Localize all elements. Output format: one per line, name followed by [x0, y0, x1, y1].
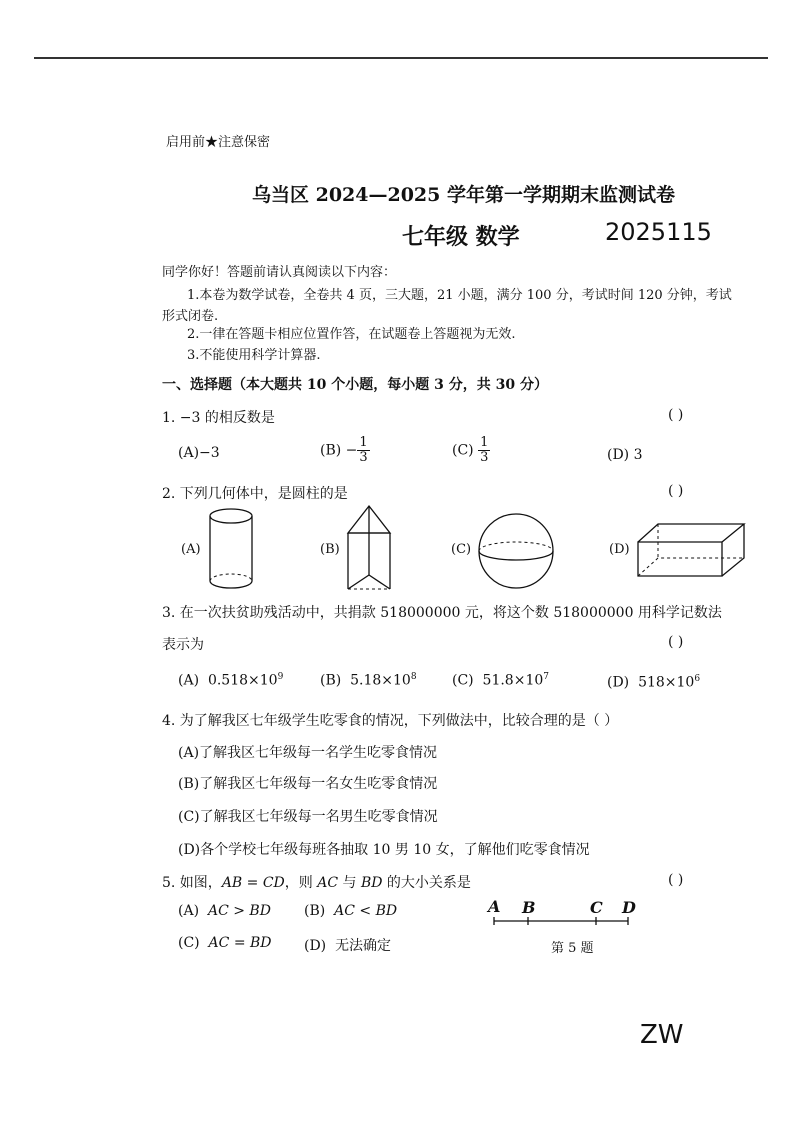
- q1-option-d: [607, 447, 643, 463]
- sphere-icon: [474, 514, 560, 590]
- q1-option-b: [320, 436, 370, 465]
- q3-stem: 3. 在一次扶贫助残活动中，共捐款 518000000 元，将这个数 518000000 用科学记数法: [162, 605, 722, 621]
- q3-option-c: [452, 672, 549, 689]
- q5-point-d: D: [622, 898, 636, 917]
- q5-c-label: (C): [178, 935, 200, 951]
- exam-title: 乌当区 2024—2025 学年第一学期期末监测试卷: [252, 184, 675, 206]
- q3-option-a: [178, 672, 283, 689]
- q3-b-label: (B): [320, 672, 342, 689]
- q1-c-fraction: [478, 436, 490, 465]
- q2-a-label: (A): [181, 542, 201, 557]
- handwritten-code: 2025115: [605, 218, 712, 246]
- q1-c-numerator: 1: [480, 435, 489, 450]
- q1-stem: 1. −3 的相反数是: [162, 410, 275, 426]
- q1-a-value: −3: [199, 445, 220, 461]
- q5-a-value: AC > BD: [207, 903, 271, 919]
- q3-option-b: [320, 672, 417, 689]
- q5-a-label: (A): [178, 903, 200, 919]
- q2-answer-paren: ( ): [668, 483, 684, 499]
- q5-stem-and: 与: [338, 875, 361, 891]
- q1-b-sign: −: [345, 442, 358, 459]
- confidential-note: 启用前★注意保密: [166, 135, 271, 150]
- q5-option-c: [178, 935, 272, 951]
- q5-b-value: AC < BD: [334, 903, 398, 919]
- q1-option-c: [452, 436, 490, 465]
- q5-segment-figure: [488, 914, 638, 928]
- q3-answer-paren: ( ): [668, 634, 684, 650]
- cylinder-icon: [205, 507, 257, 592]
- q5-option-b: [304, 903, 397, 919]
- q5-stem-suffix: 的大小关系是: [382, 875, 471, 891]
- q3-c-base: 51.8×10: [482, 672, 544, 689]
- q4-option-a: (A)了解我区七年级每一名学生吃零食情况: [178, 745, 438, 761]
- cuboid-icon: [632, 520, 750, 580]
- q5-stem-mid: ，则: [284, 875, 313, 891]
- q3-a-label: (A): [178, 672, 200, 689]
- q2-stem: 2. 下列几何体中，是圆柱的是: [162, 486, 348, 502]
- page-top-border: [34, 57, 768, 59]
- q5-stem: [162, 872, 471, 892]
- q5-c-value: AC = BD: [208, 935, 272, 951]
- q3-c-label: (C): [452, 672, 474, 689]
- q1-a-label: (A): [178, 445, 200, 461]
- q4-option-b: (B)了解我区七年级每一名女生吃零食情况: [178, 776, 438, 792]
- q2-d-label: (D): [609, 542, 630, 557]
- notice-item-2: 2.一律在答题卡相应位置作答，在试题卷上答题视为无效.: [187, 327, 516, 342]
- q3-d-exponent: 6: [694, 674, 701, 684]
- exam-subject: 七年级 数学: [402, 224, 520, 250]
- q5-option-d: [304, 935, 391, 955]
- notice-item-1: 1.本卷为数学试卷，全卷共 4 页，三大题，21 小题，满分 100 分，考试时间 120 分钟，考试: [187, 288, 732, 303]
- q1-b-label: (B): [320, 442, 342, 459]
- q5-stem-prefix: 5. 如图，: [162, 875, 222, 891]
- q5-point-a: A: [488, 897, 501, 916]
- q5-stem-bd: BD: [360, 875, 383, 891]
- q1-option-a: [178, 445, 220, 461]
- q5-option-a: [178, 903, 271, 919]
- q1-d-value: 3: [633, 447, 643, 463]
- q1-b-denominator: 3: [359, 450, 368, 465]
- q3-b-base: 5.18×10: [350, 672, 411, 689]
- q2-b-label: (B): [320, 542, 340, 557]
- q3-c-exponent: 7: [543, 672, 549, 682]
- q5-d-label: (D): [304, 938, 327, 954]
- q5-d-value: 无法确定: [335, 938, 392, 954]
- q3-d-label: (D): [607, 674, 630, 691]
- notice-greeting: 同学你好！答题前请认真阅读以下内容：: [162, 265, 397, 280]
- q1-b-numerator: 1: [359, 435, 368, 450]
- handwritten-mark: ZW: [640, 1020, 684, 1050]
- q1-b-fraction: [357, 436, 369, 465]
- q4-option-c: (C)了解我区七年级每一名男生吃零食情况: [178, 809, 438, 825]
- q3-d-base: 518×10: [638, 674, 695, 691]
- q3-b-exponent: 8: [410, 672, 417, 682]
- q1-d-label: (D): [607, 447, 630, 463]
- q1-c-denominator: 3: [480, 450, 489, 465]
- q5-point-c: C: [590, 898, 603, 917]
- q1-answer-paren: ( ): [668, 407, 684, 423]
- q4-stem: 4. 为了解我区七年级学生吃零食的情况，下列做法中，比较合理的是（ ）: [162, 713, 619, 729]
- notice-item-3: 3.不能使用科学计算器.: [187, 348, 321, 363]
- q5-answer-paren: ( ): [668, 872, 684, 888]
- section-heading: 一、选择题（本大题共 10 个小题，每小题 3 分，共 30 分）: [162, 377, 548, 393]
- q2-c-label: (C): [451, 542, 472, 557]
- notice-item-1-cont: 形式闭卷.: [162, 309, 219, 324]
- q5-stem-ac: AC: [317, 875, 339, 891]
- q4-option-d: (D)各个学校七年级每班各抽取 10 男 10 女，了解他们吃零食情况: [178, 842, 590, 858]
- q5-figure-caption: 第 5 题: [551, 941, 594, 956]
- q5-b-label: (B): [304, 903, 326, 919]
- q3-stem-cont: 表示为: [162, 637, 204, 653]
- q3-a-exponent: 9: [277, 672, 284, 682]
- triangular-prism-icon: [343, 503, 395, 595]
- q5-stem-equation: AB = CD: [221, 875, 285, 891]
- q3-option-d: [607, 674, 700, 691]
- q3-a-base: 0.518×10: [207, 672, 278, 689]
- q5-point-b: B: [522, 898, 536, 917]
- q1-c-label: (C): [452, 442, 474, 459]
